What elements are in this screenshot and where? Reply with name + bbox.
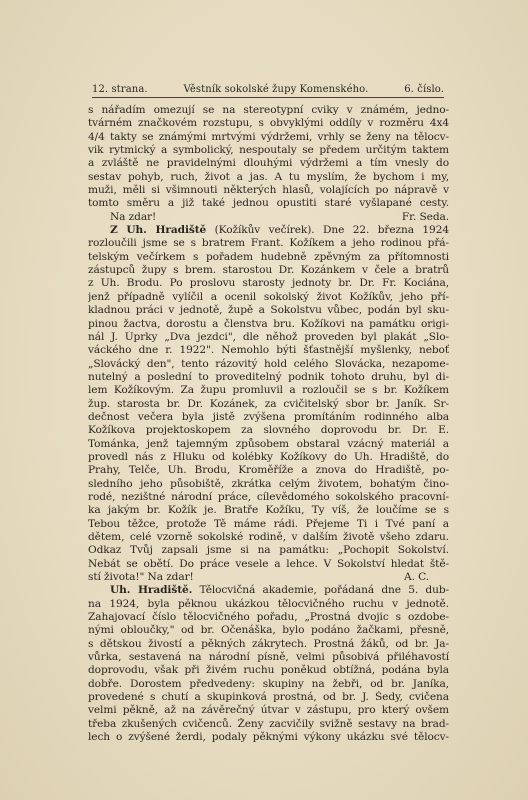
text-line: 4/4 takty se známými mrtvými výdržemi, vrhly se ženy na tělocv- xyxy=(88,130,449,143)
journal-title: Věstník sokolské župy Komenského. xyxy=(183,84,369,95)
section-heading-line xyxy=(88,224,449,237)
author: Fr. Seda. xyxy=(401,210,449,223)
text-line: váckého dne r. 1922". Nemohlo býti šťastnější myšlenky, neboť xyxy=(88,344,449,357)
text-line: Odkaz Tvůj zapsali jsme si na památku: „Pochopit Sokolství. xyxy=(88,544,449,557)
text-line: Kožíkova projektoskopem za slovného doprovodu br. Dr. E. xyxy=(88,424,449,437)
text-line: rodé, nezištné národní práce, cílevědomého sokolského pracovní- xyxy=(88,490,449,503)
signature-line xyxy=(88,211,449,224)
text-line: s dětskou živostí a pěkných zákrytech. Prostná žáků, od br. Ja- xyxy=(88,637,449,650)
text-line: žup. starosta br. Dr. Kozánek, za cvičitelský sbor br. Janík. Sr- xyxy=(88,397,449,410)
text-line: provedl nás z Hluku od kolébky Kožíkovy do Uh. Hradiště, do xyxy=(88,450,449,463)
text-line: lem Kožíkovým. Za župu promluvil a rozloučil se s br. Kožíkem xyxy=(88,384,449,397)
text-line: dětem, celé vzorně sokolské rodině, v dalším životě všeho zdaru. xyxy=(88,531,449,543)
text-line: nutelný a poslední to proveditelný podnik tohoto druhu, byl di- xyxy=(88,370,449,383)
text-line: Tebou těžce, protože Tě máme rádi. Přejeme Ti i Tvé paní a xyxy=(88,517,449,530)
text-line: lech o zvýšené žerdi, podaly pěknými výkony ukázku své tělocv- xyxy=(88,731,449,744)
text-line: a zvláště ne pravidelnými dlouhými výdržemi a tím vnesly do xyxy=(88,157,449,170)
text-line: rozloučili jsme se s bratrem Frant. Kožíkem a jeho rodinou přá- xyxy=(88,237,449,250)
text-line: muži, měli si všimnouti některých hlasů, volajících po nápravě v xyxy=(88,184,449,197)
text-line: třeba zkušených cvičenců. Ženy zacvičily svižně sestavy na brad- xyxy=(88,717,449,730)
issue-number: 6. číslo. xyxy=(404,84,444,95)
heading-text: (Kožíkův večírek). Dne 22. března 1924 xyxy=(214,224,449,237)
text-line: zástupců župy s brem. starostou Dr. Kozánkem v čele a bratrů xyxy=(88,264,449,277)
text-line: tvárném značkovém rozstupu, s obvyklými oddíly v rozměru 4x4 xyxy=(88,117,449,130)
text-line: jenž případně vylíčil a ocenil sokolský život Kožíkův, jeho pří- xyxy=(88,290,449,303)
text-line: doprovodu, však při živém ruchu poněkud obtížná, podána byla xyxy=(88,664,449,677)
text-line: provedené s chutí a skupinková prostná, od br. J. Šedy, cvičena xyxy=(88,691,449,704)
text-line: ka jakým br. Kožík je. Bratře Kožíku, Ty víš, že loučíme se s xyxy=(88,504,449,517)
text-line: sestav pohyb, ruch, život a jas. A tu myslím, že bychom i my, xyxy=(88,170,449,183)
signature: A. C. xyxy=(404,571,429,584)
section-heading-line xyxy=(88,584,449,597)
text-line: Nebát se obětí. Do práce vesele a lehce. V Sokolství hledat ště- xyxy=(88,557,449,570)
text-line: Tománka, jenž tajemným způsobem obstaral vzácný materiál a xyxy=(88,437,449,450)
text-line: vik rytmický a symbolický, nespoutaly se předem určitým taktem xyxy=(88,144,449,157)
section-heading: Z Uh. Hradiště xyxy=(110,224,207,237)
text-line: dobře. Dorostem předvedeny: skupiny na žebři, od br. Janíka, xyxy=(88,677,449,690)
text-line: vůrka, sestavená na národní písně, velmi působivá přiléhavostí xyxy=(88,651,449,664)
section-heading: Uh. Hradiště. xyxy=(110,584,193,597)
closing-text: stí života!" Na zdar! xyxy=(88,571,194,584)
running-header xyxy=(92,84,444,98)
text-line: nými obloučky," od br. Očenáška, bylo podáno žačkami, přesně, xyxy=(88,624,449,637)
greeting: Na zdar! xyxy=(110,210,157,223)
text-line: dečnost večera byla jistě zvýšena promítáním rodinného alba xyxy=(88,410,449,423)
page-number: 12. strana. xyxy=(92,84,148,95)
text-line: na 1924, byla pěknou ukázkou tělocvičného ruchu v jednotě. xyxy=(88,597,449,610)
article-body xyxy=(88,104,449,745)
text-line: pinou žactva, dorostu a členstva bru. Kožíkovi na památku origi- xyxy=(88,317,449,330)
text-line: Prahy, Telče, Uh. Brodu, Kroměříže a znova do Hradiště, po- xyxy=(88,464,449,477)
closing-line xyxy=(88,571,449,584)
text-line: sledního jeho působiště, zkrátka celým životem, bohatým čino- xyxy=(88,477,449,490)
text-line: „Slovácký den", tento rázovitý hold celého Slovácka, nezapome- xyxy=(88,357,449,370)
text-line: Zahajovací číslo tělocvičného pořadu, „Prostná dvojic s ozdobe- xyxy=(88,611,449,624)
heading-text: Tělocvičná akademie, pořádaná dne 5. dub- xyxy=(199,584,449,597)
text-line: kladnou práci v jednotě, župě a Sokolstvu vůbec, podán byl sku- xyxy=(88,304,449,317)
text-line: tomto směru a již také jednou opustiti staré vyšlapané cesty. xyxy=(88,197,449,210)
text-line: telským večírkem s pořadem hudebně zpěvným za přítomnosti xyxy=(88,250,449,263)
text-line: s nářadím omezují se na stereotypní cviky v známém, jedno- xyxy=(88,104,449,116)
text-line: z Uh. Brodu. Po proslovu starosty jednoty br. Dr. Fr. Kociána, xyxy=(88,277,449,290)
text-line: velmi pěkně, až na závěrečný útvar v zástupu, pro který ovšem xyxy=(88,704,449,717)
text-line: nál J. Úprky „Dva jezdci", dle něhož proveden byl plakát „Slo- xyxy=(88,330,449,343)
